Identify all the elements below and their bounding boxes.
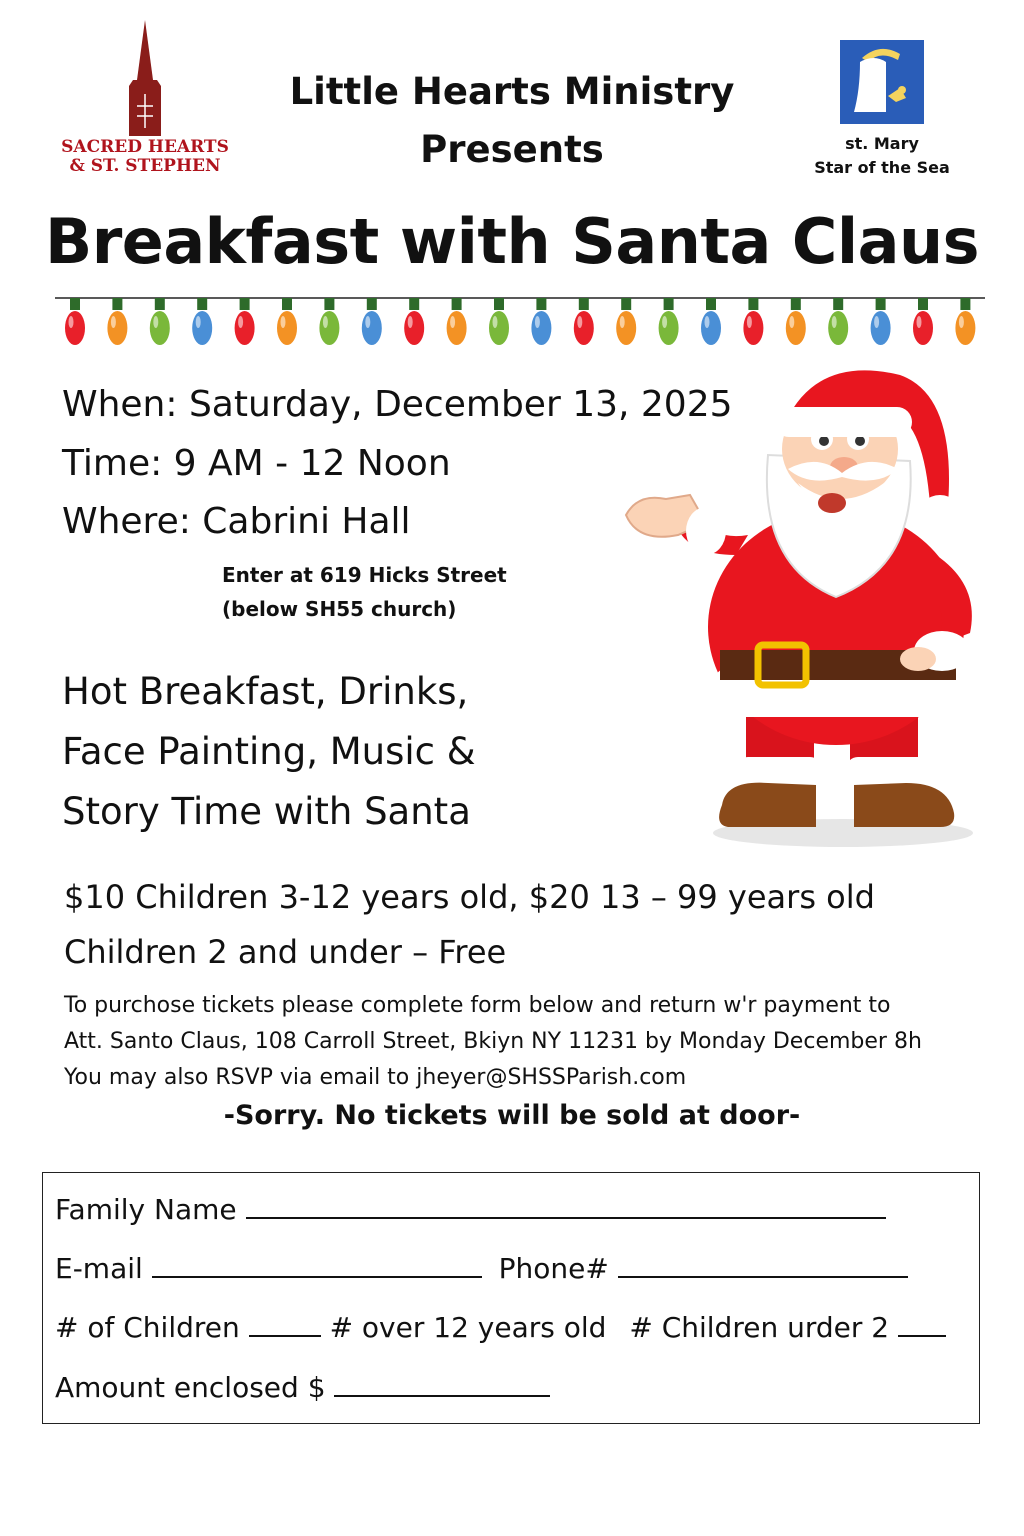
logo-left-line1: SACRED HEARTS	[61, 137, 229, 157]
family-name-row	[55, 1191, 886, 1226]
amount-enclosed-field[interactable]	[334, 1369, 550, 1397]
children-count-field[interactable]	[249, 1309, 321, 1337]
light-bulb	[531, 298, 551, 345]
email-field[interactable]	[152, 1250, 482, 1278]
contact-row	[55, 1250, 908, 1285]
light-bulb	[65, 298, 85, 345]
activity-line: Story Time with Santa	[62, 790, 471, 833]
light-bulb	[955, 298, 975, 345]
light-bulb	[277, 298, 297, 345]
no-door-sales-notice: -Sorry. No tickets will be sold at door-	[223, 1100, 801, 1131]
light-bulb	[871, 298, 891, 345]
logo-right-line1: st. Mary	[845, 134, 919, 153]
christmas-lights-divider	[55, 288, 985, 358]
phone-field[interactable]	[618, 1250, 908, 1278]
pricing-free-line: Children 2 and under – Free	[64, 933, 507, 971]
light-bulb	[701, 298, 721, 345]
st-mary-logo-text	[800, 132, 964, 180]
over-12-label: # over 12 years old	[329, 1311, 607, 1344]
logo-left-line2: & ST. STEPHEN	[69, 156, 221, 176]
mary-star-of-sea-icon	[840, 40, 924, 124]
activity-line: Face Painting, Music &	[62, 730, 476, 773]
light-bulb	[362, 298, 382, 345]
amount-enclosed-label: Amount enclosed $	[55, 1371, 326, 1404]
light-bulb	[447, 298, 467, 345]
sacred-hearts-logo-text	[55, 138, 235, 176]
light-bulb	[107, 298, 127, 345]
light-bulb	[574, 298, 594, 345]
page-title: Breakfast with Santa Claus	[44, 205, 980, 278]
attendee-count-row	[55, 1309, 946, 1344]
family-name-label: Family Name	[55, 1193, 237, 1226]
light-bulb	[192, 298, 212, 345]
event-where: Where: Cabrini Hall	[62, 501, 411, 542]
activities-list	[62, 662, 476, 842]
phone-label: Phone#	[498, 1252, 609, 1285]
activity-line: Hot Breakfast, Drinks,	[62, 670, 469, 713]
amount-row	[55, 1369, 550, 1404]
event-entrance: Enter at 619 Hicks Street	[222, 563, 507, 587]
light-bulb	[150, 298, 170, 345]
logo-right-line2: Star of the Sea	[814, 158, 950, 177]
light-bulb	[659, 298, 679, 345]
light-bulb	[235, 298, 255, 345]
header-ministry: Little Hearts Ministry	[289, 70, 735, 113]
under-2-field[interactable]	[898, 1309, 946, 1337]
under-2-label: # Children urder 2	[629, 1311, 890, 1344]
instructions-line: Att. Santo Claus, 108 Carroll Street, Bkiyn NY 11231 by Monday December 8h	[64, 1029, 922, 1054]
light-bulb	[913, 298, 933, 345]
light-bulb	[616, 298, 636, 345]
light-bulb	[743, 298, 763, 345]
registration-form	[42, 1172, 980, 1424]
light-bulb	[786, 298, 806, 345]
instructions-line: To purchose tickets please complete form below and return w'r payment to	[64, 993, 891, 1018]
family-name-field[interactable]	[246, 1191, 886, 1219]
st-mary-logo	[840, 40, 924, 124]
rsvp-line: You may also RSVP via email to jheyer@SHSSParish.com	[64, 1065, 687, 1090]
event-entrance-note: (below SH55 church)	[222, 597, 457, 621]
event-when: When: Saturday, December 13, 2025	[62, 384, 733, 425]
pricing-line: $10 Children 3-12 years old, $20 13 – 99 years old	[64, 878, 875, 916]
santa-claus-illustration	[618, 365, 988, 855]
light-bulb	[404, 298, 424, 345]
light-bulb	[489, 298, 509, 345]
light-bulb	[828, 298, 848, 345]
light-bulb	[319, 298, 339, 345]
email-label: E-mail	[55, 1252, 143, 1285]
event-time: Time: 9 AM - 12 Noon	[62, 443, 451, 484]
children-count-label: # of Children	[55, 1311, 240, 1344]
header-presents: Presents	[420, 128, 604, 171]
